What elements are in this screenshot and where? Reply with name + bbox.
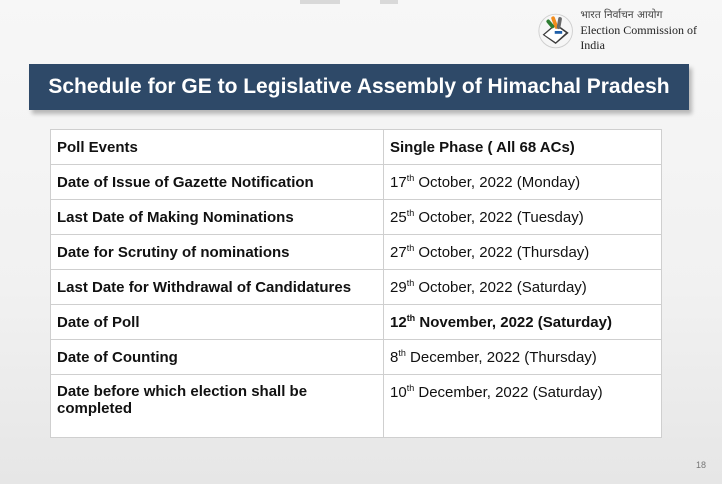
table-row (51, 375, 662, 438)
date-rest: November, 2022 (Saturday) (415, 314, 612, 331)
date-ordinal-suffix: th (398, 348, 406, 358)
date-rest: December, 2022 (Saturday) (414, 384, 603, 401)
date-day: 8 (390, 349, 399, 366)
schedule-date-cell (384, 375, 662, 438)
table-row (51, 200, 662, 235)
date-ordinal-suffix: th (406, 173, 415, 183)
date-ordinal-suffix: th (406, 278, 415, 288)
poll-event-cell: Last Date for Withdrawal of Candidatures (51, 270, 384, 305)
schedule-date-cell (384, 200, 662, 235)
date-rest: October, 2022 (Monday) (414, 174, 581, 191)
date-rest: October, 2022 (Tuesday) (414, 209, 584, 226)
date-ordinal-suffix: th (406, 208, 415, 218)
slide-title: Schedule for GE to Legislative Assembly of Himachal Pradesh (48, 75, 670, 98)
schedule-date-cell (384, 165, 662, 200)
date-day: 17 (390, 174, 407, 191)
top-edge-mark (380, 0, 398, 4)
date-rest: December, 2022 (Thursday) (405, 349, 597, 366)
table-row (51, 165, 662, 200)
schedule-date-cell (384, 270, 662, 305)
poll-event-cell: Date of Poll (51, 305, 384, 340)
date-ordinal-suffix: th (406, 383, 415, 393)
slide-title-bar (29, 64, 689, 110)
table-row (51, 340, 662, 375)
poll-event-cell: Date for Scrutiny of nominations (51, 235, 384, 270)
date-ordinal-suffix: th (406, 243, 415, 253)
logo-english-text: Election Commission of India (580, 23, 697, 52)
schedule-date-cell (384, 235, 662, 270)
table-row (51, 235, 662, 270)
table-row (51, 270, 662, 305)
date-day: 25 (390, 209, 407, 226)
poll-event-cell: Last Date of Making Nominations (51, 200, 384, 235)
schedule-table (50, 129, 662, 438)
schedule-date-cell (384, 305, 662, 340)
header-single-phase: Single Phase ( All 68 ACs) (384, 130, 662, 165)
page-number: 18 (695, 460, 706, 470)
top-edge-mark (300, 0, 340, 4)
logo-hindi-text: भारत निर्वाचन आयोग (580, 9, 663, 21)
eci-logo (537, 8, 722, 53)
table-header-row (51, 130, 662, 165)
schedule-date-cell (384, 340, 662, 375)
date-ordinal-suffix: th (406, 313, 416, 323)
poll-event-cell: Date of Counting (51, 340, 384, 375)
poll-event-cell: Date of Issue of Gazette Notification (51, 165, 384, 200)
date-day: 27 (390, 244, 407, 261)
table-row (51, 305, 662, 340)
date-day: 29 (390, 279, 407, 296)
date-day: 12 (390, 314, 407, 331)
date-day: 10 (390, 384, 407, 401)
ballot-hand-logo-icon (537, 12, 574, 50)
date-rest: October, 2022 (Saturday) (414, 279, 587, 296)
poll-event-cell: Date before which election shall be completed (51, 375, 384, 438)
header-poll-events: Poll Events (51, 130, 384, 165)
date-rest: October, 2022 (Thursday) (414, 244, 590, 261)
